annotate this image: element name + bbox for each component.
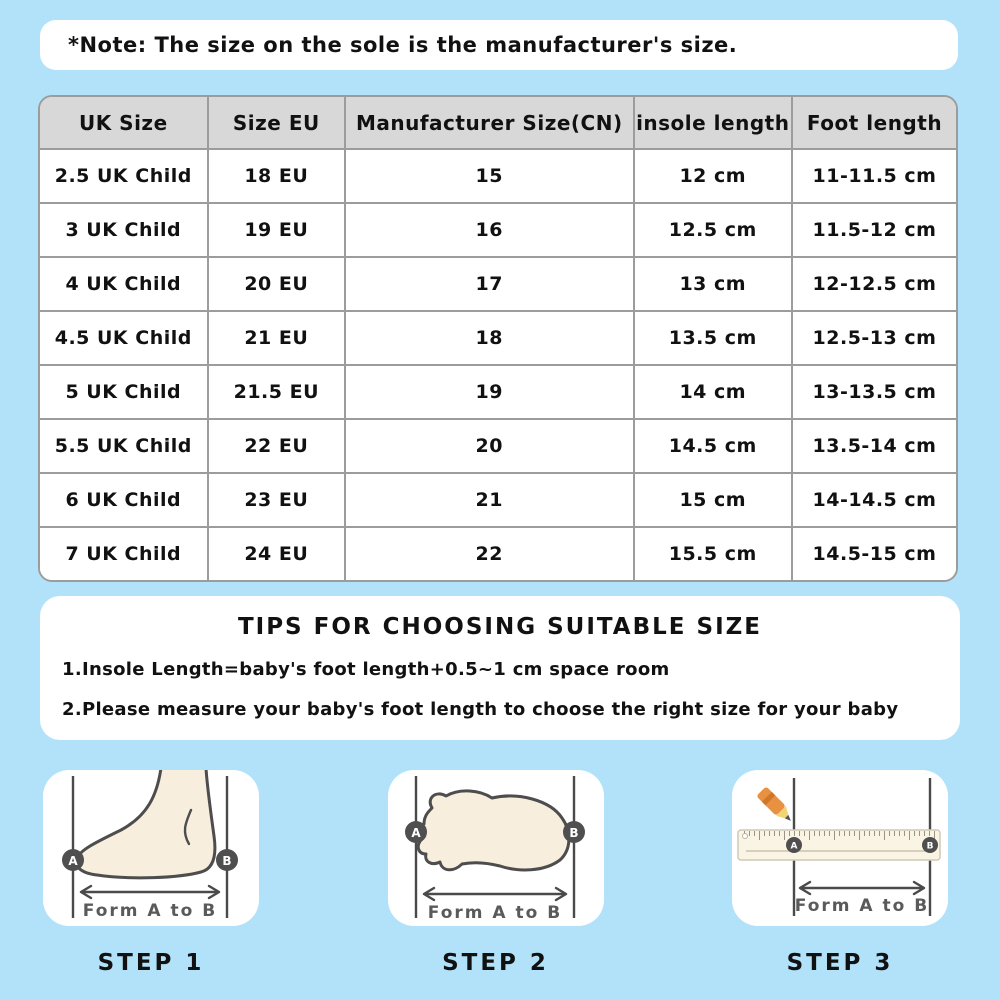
table-row — [40, 257, 956, 311]
table-cell: 17 — [345, 257, 634, 311]
table-cell: 5.5 UK Child — [40, 419, 208, 473]
table-cell: 21 — [345, 473, 634, 527]
step-1-card — [43, 770, 259, 926]
tip-item-1: 1.Insole Length=baby's foot length+0.5~1 cm space room — [62, 659, 670, 680]
tips-title: TIPS FOR CHOOSING SUITABLE SIZE — [237, 614, 763, 640]
step-3-block — [732, 770, 948, 976]
note-text: *Note: The size on the sole is the manufacturer's size. — [68, 33, 738, 57]
marker-b-label: B — [568, 826, 579, 840]
table-cell: 6 UK Child — [40, 473, 208, 527]
table-cell: 14-14.5 cm — [792, 473, 956, 527]
table-cell: 16 — [345, 203, 634, 257]
table-cell: 13.5-14 cm — [792, 419, 956, 473]
table-cell: 14.5 cm — [634, 419, 792, 473]
table-header-row — [40, 97, 956, 149]
note-banner — [40, 20, 958, 70]
table-cell: 23 EU — [208, 473, 345, 527]
header-cell-insole-length: insole length — [634, 97, 792, 149]
step-2-card — [388, 770, 604, 926]
measure-label: Form A to B — [82, 901, 218, 921]
marker-b-label: B — [222, 854, 232, 868]
step-1-label: STEP 1 — [97, 950, 205, 976]
foot-top-view-icon — [388, 770, 604, 926]
table-cell: 12.5 cm — [634, 203, 792, 257]
header-cell-size-eu: Size EU — [208, 97, 345, 149]
table-row — [40, 365, 956, 419]
table-row — [40, 473, 956, 527]
table-cell: 20 — [345, 419, 634, 473]
table-cell: 15.5 cm — [634, 527, 792, 580]
step-2-label: STEP 2 — [442, 950, 549, 976]
table-cell: 13-13.5 cm — [792, 365, 956, 419]
marker-a-label: A — [790, 841, 798, 852]
measure-label: Form A to B — [427, 903, 562, 923]
step-2-block — [388, 770, 604, 976]
header-cell-manufacturer-size: Manufacturer Size(CN) — [345, 97, 634, 149]
table-cell: 18 EU — [208, 149, 345, 203]
tips-panel — [40, 596, 960, 740]
table-cell: 7 UK Child — [40, 527, 208, 580]
table-cell: 18 — [345, 311, 634, 365]
table-cell: 14 cm — [634, 365, 792, 419]
measure-steps-row — [0, 770, 1000, 976]
table-cell: 19 EU — [208, 203, 345, 257]
table-cell: 19 — [345, 365, 634, 419]
header-cell-uk-size: UK Size — [40, 97, 208, 149]
size-table — [40, 97, 956, 580]
table-cell: 13.5 cm — [634, 311, 792, 365]
table-row — [40, 149, 956, 203]
table-cell: 15 cm — [634, 473, 792, 527]
table-cell: 15 — [345, 149, 634, 203]
table-cell: 11-11.5 cm — [792, 149, 956, 203]
marker-a-label: A — [410, 826, 421, 840]
table-cell: 21 EU — [208, 311, 345, 365]
size-table-container — [38, 95, 958, 582]
table-cell: 4.5 UK Child — [40, 311, 208, 365]
table-cell: 4 UK Child — [40, 257, 208, 311]
table-row — [40, 527, 956, 580]
table-cell: 14.5-15 cm — [792, 527, 956, 580]
table-cell: 22 — [345, 527, 634, 580]
table-cell: 11.5-12 cm — [792, 203, 956, 257]
table-cell: 13 cm — [634, 257, 792, 311]
header-cell-foot-length: Foot length — [792, 97, 956, 149]
table-cell: 22 EU — [208, 419, 345, 473]
measure-label: Form A to B — [794, 896, 930, 916]
tip-item-2: 2.Please measure your baby's foot length to choose the right size for your baby — [62, 699, 899, 720]
pencil-icon — [756, 786, 796, 826]
table-row — [40, 311, 956, 365]
table-cell: 12-12.5 cm — [792, 257, 956, 311]
step-1-block — [43, 770, 259, 976]
table-cell: 2.5 UK Child — [40, 149, 208, 203]
table-cell: 3 UK Child — [40, 203, 208, 257]
table-row — [40, 203, 956, 257]
step-3-label: STEP 3 — [786, 950, 894, 976]
table-cell: 24 EU — [208, 527, 345, 580]
table-cell: 21.5 EU — [208, 365, 345, 419]
ruler-pencil-icon — [732, 770, 948, 926]
table-cell: 12.5-13 cm — [792, 311, 956, 365]
marker-a-label: A — [68, 854, 78, 868]
marker-b-label: B — [926, 841, 934, 852]
step-3-card — [732, 770, 948, 926]
table-cell: 5 UK Child — [40, 365, 208, 419]
table-cell: 20 EU — [208, 257, 345, 311]
foot-side-view-icon — [43, 770, 259, 926]
table-row — [40, 419, 956, 473]
table-cell: 12 cm — [634, 149, 792, 203]
